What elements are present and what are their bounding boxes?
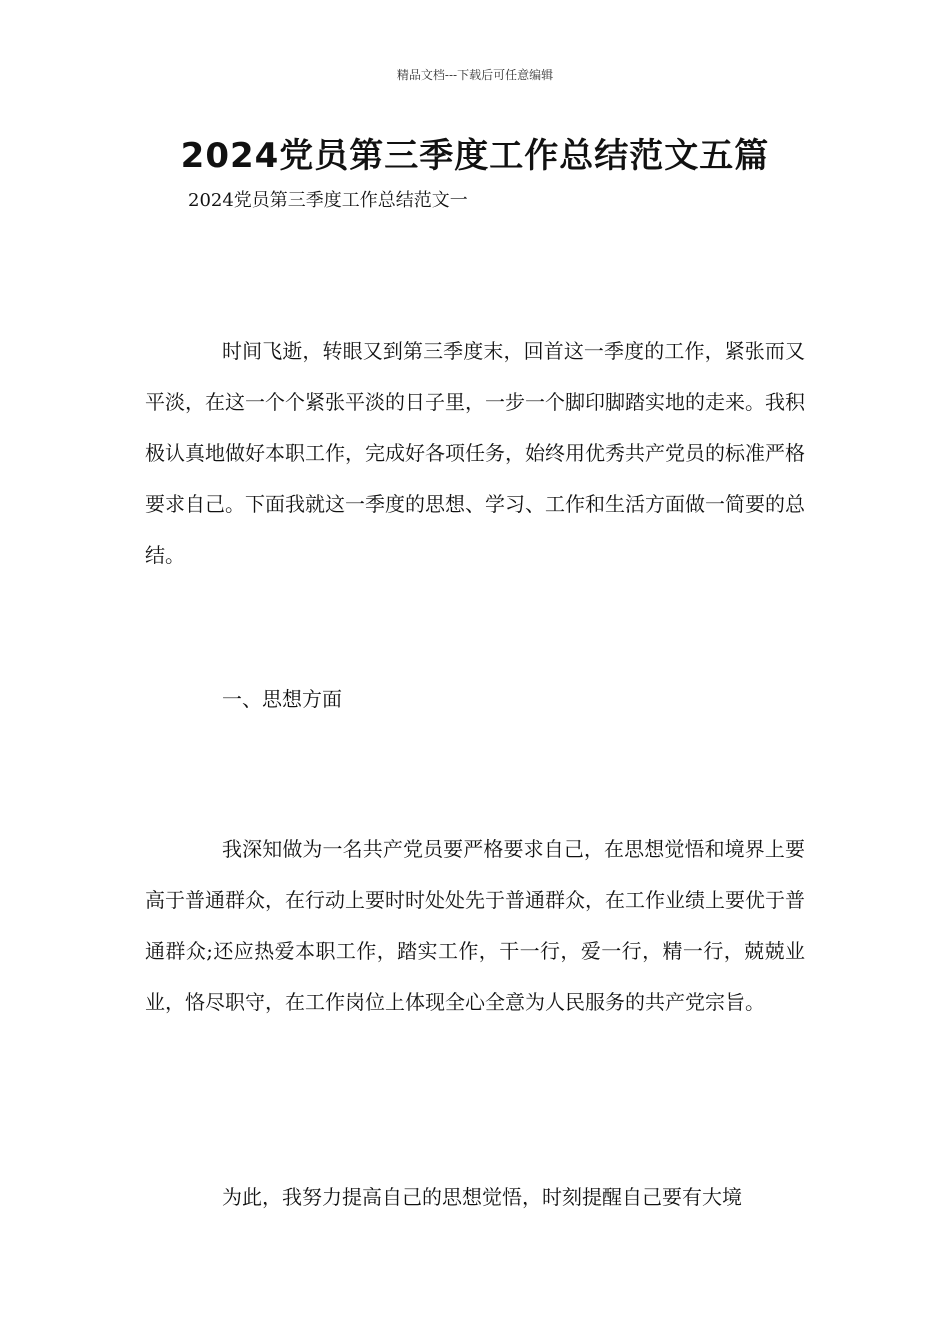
header-note: 精品文档---下载后可任意编辑 <box>396 68 554 82</box>
document-title: 2024党员第三季度工作总结范文五篇 <box>180 136 770 176</box>
document-subtitle: 2024党员第三季度工作总结范文一 <box>188 190 468 211</box>
paragraph-continued: 为此，我努力提高自己的思想觉悟，时刻提醒自己要有大境 <box>222 1185 742 1209</box>
paragraph-thought: 我深知做为一名共产党员要严格要求自己，在思想觉悟和境界上要高于普通群众，在行动上要时时处处先于普通群众，在工作业绩上要优于普通群众;还应热爱本职工作，踏实工作，干一行，爱一行，精一行，兢兢业业，恪尽职守，在工作岗位上体现全心全意为人民服务的共产党宗旨。 <box>145 837 805 1014</box>
paragraph-intro: 时间飞逝，转眼又到第三季度末，回首这一季度的工作，紧张而又平淡，在这一个个紧张平淡的日子里，一步一个脚印脚踏实地的走来。我积极认真地做好本职工作，完成好各项任务，始终用优秀共产党员的标准严格要求自己。下面我就这一季度的思想、学习、工作和生活方面做一简要的总结。 <box>145 339 805 567</box>
section-heading: 一、思想方面 <box>222 687 342 711</box>
